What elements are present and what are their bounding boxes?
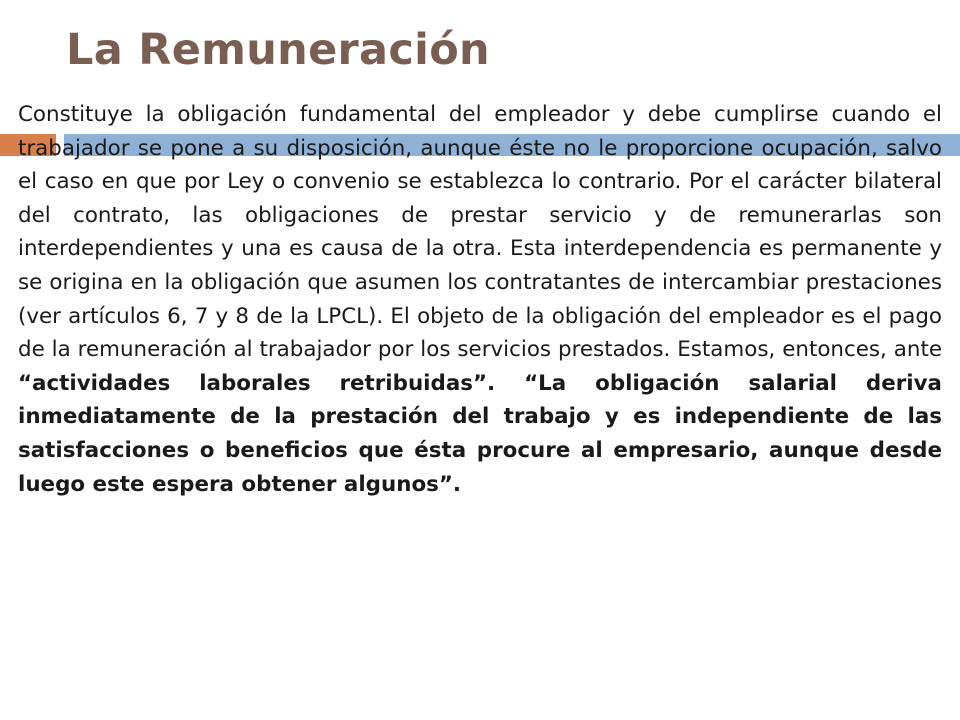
body-text-plain: Constituye la obligación fundamental del empleador y debe cumplirse cuando el trabajador se pone a su disposición, aunque éste no le proporcione ocupación, salvo el caso en que por Ley o convenio se establezca lo contrario. Por el carácter bilateral del contrato, las obligaciones de prestar servicio y de remunerarlas son interdependientes y una es causa de la otra. Esta interdependencia es permanente y se origina en la obligación que asumen los contratantes de intercambiar prestaciones (ver artículos 6, 7 y 8 de la LPCL). El objeto de la obligación del empleador es el pago de la remuneración al trabajador por los servicios prestados. Estamos, entonces, ante (18, 102, 942, 363)
slide-title: La Remuneración (66, 25, 490, 75)
body-text-bold: “actividades laborales retribuidas”. “La obligación salarial deriva inmediatamente de la prestación del trabajo y es independiente de las satisfacciones o beneficios que ésta procure al empresario, aunque desde luego este espera obtener algunos”. (18, 370, 942, 497)
body-paragraph (18, 98, 942, 501)
